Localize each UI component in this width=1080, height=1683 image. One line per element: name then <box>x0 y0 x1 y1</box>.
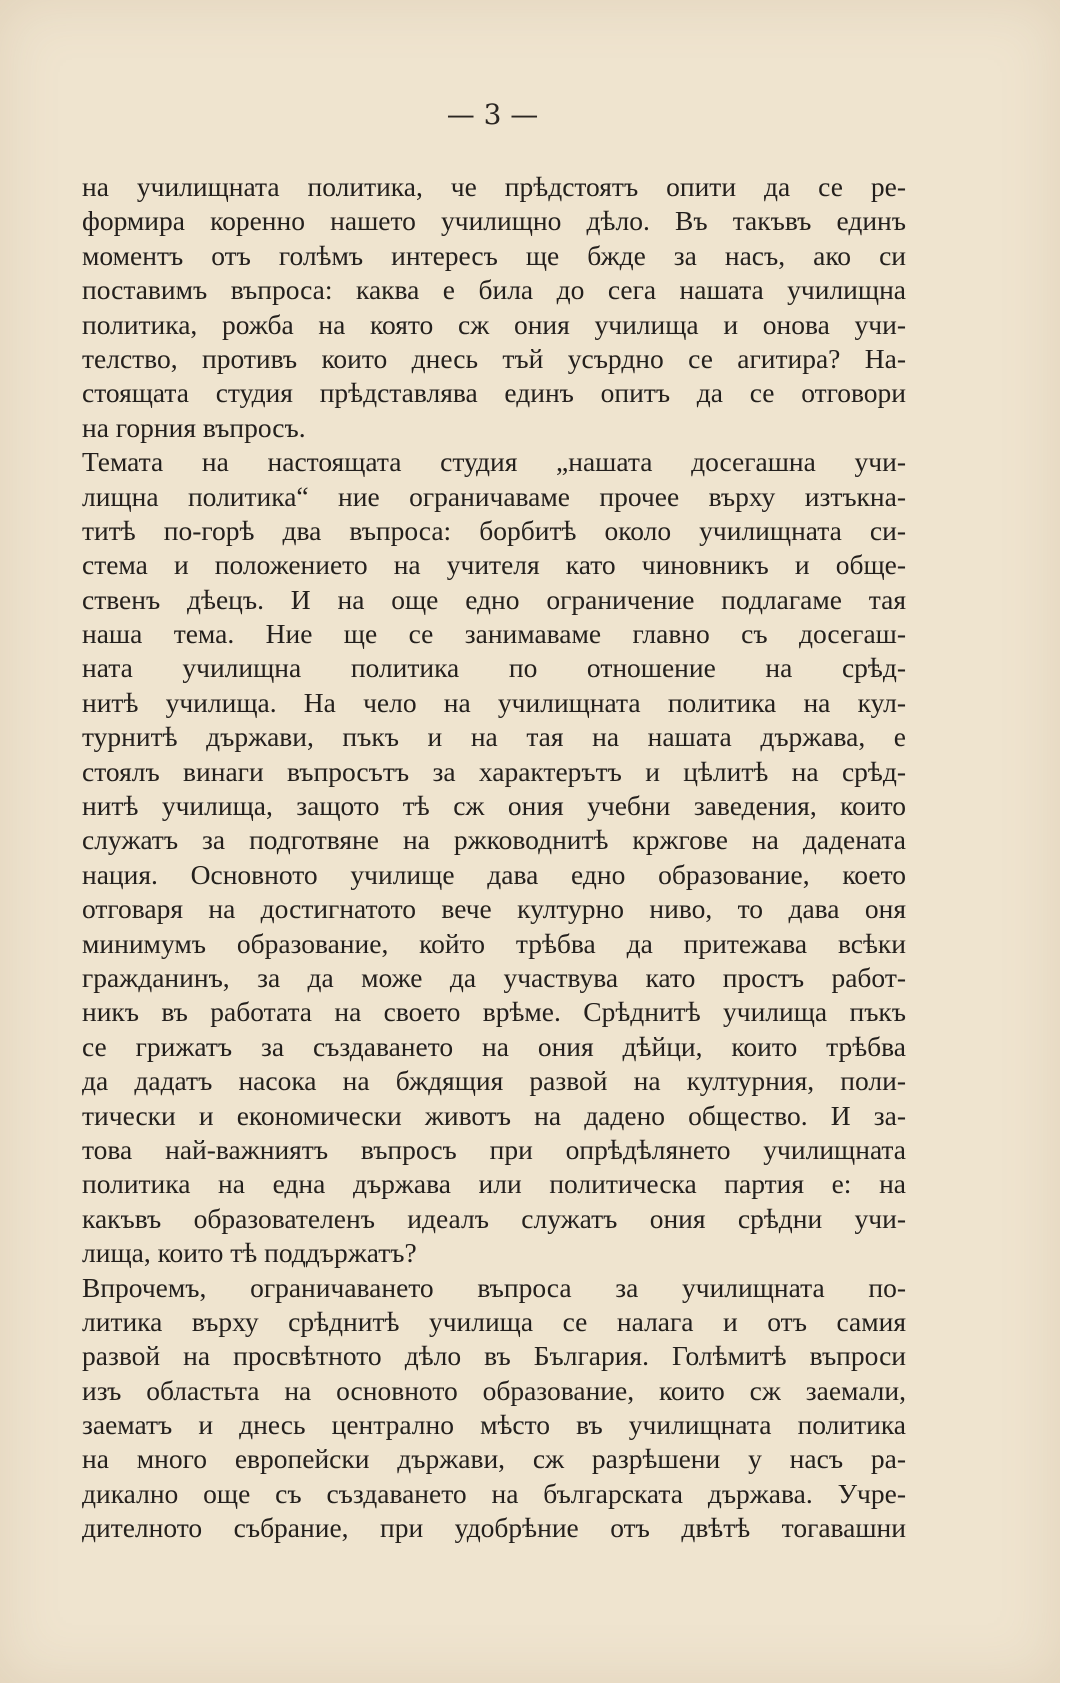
text-line: нитѣ училища, защото тѣ сж ония учебни заведения, които <box>82 790 906 822</box>
text-line: политика на една държава или политическа партия е: на <box>82 1168 906 1200</box>
text-line: ната училищна политика по отношение на срѣд- <box>82 652 906 684</box>
text-line: Впрочемъ, ограничаването въпроса за училищната по- <box>82 1271 906 1303</box>
text-line: лищна политика“ ние ограничаваме прочее върху изтъкна- <box>82 480 906 512</box>
text-line: никъ въ работата на своето врѣме. Срѣднитѣ училища пъкъ <box>82 996 906 1028</box>
text-line: Темата на настоящата студия „нашата досегашна учи- <box>82 446 906 478</box>
text-line: титѣ по-горѣ два въпроса: борбитѣ около училищната си- <box>82 514 906 546</box>
text-line: гражданинъ, за да може да участвува като простъ работ- <box>82 961 906 993</box>
text-line: на много европейски държави, сж разрѣшени у насъ ра- <box>82 1443 906 1475</box>
text-line: тически и економически животъ на дадено общество. И за- <box>82 1099 906 1131</box>
text-line: политика, рожба на която сж ония училища и онова учи- <box>82 308 906 340</box>
text-line: стоящата студия прѣдставлява единъ опитъ да се отговори <box>82 377 906 409</box>
body-text <box>82 170 906 1546</box>
text-line: да дадатъ насока на бждящия развой на културния, поли- <box>82 1065 906 1097</box>
text-line: стема и положението на учителя като чиновникъ и обще- <box>82 549 906 581</box>
text-line: телство, противъ които днесь тъй усърдно се агитира? На- <box>82 342 906 374</box>
text-line: литика върху срѣднитѣ училища се налага и отъ самия <box>82 1305 906 1337</box>
text-line: поставимъ въпроса: каква е била до сега нашата училищна <box>82 274 906 306</box>
text-line: ственъ дѣецъ. И на още едно ограничение подлагаме тая <box>82 583 906 615</box>
text-line: изъ областьта на основното образование, които сж заемали, <box>82 1374 906 1406</box>
text-line: дикално още съ създаването на българската държава. Учре- <box>82 1477 906 1509</box>
text-line: формира коренно нашето училищно дѣло. Въ такъвъ единъ <box>82 205 906 237</box>
text-line: се грижатъ за създаването на ония дѣйци, които трѣбва <box>82 1030 906 1062</box>
text-line: нация. Основното училище дава едно образование, което <box>82 858 906 890</box>
text-line: наша тема. Ние ще се занимаваме главно съ досегаш- <box>82 618 906 650</box>
text-line: развой на просвѣтното дѣло въ България. Голѣмитѣ въпроси <box>82 1340 906 1372</box>
text-line: заематъ и днесь централно мѣсто въ училищната политика <box>82 1409 906 1441</box>
text-line: моментъ отъ голѣмъ интересъ ще бжде за насъ, ако си <box>82 239 906 271</box>
page-number: — 3 — <box>446 98 539 131</box>
text-line: отговаря на достигнатото вече културно ниво, то дава оня <box>82 893 906 925</box>
text-line: турнитѣ държави, пъкъ и на тая на нашата държава, е <box>82 721 906 753</box>
text-line: на училищната политика, че прѣдстоятъ опити да се ре- <box>82 171 906 202</box>
text-line: стоялъ винаги въпросътъ за характерътъ и цѣлитѣ на срѣд- <box>82 755 906 787</box>
text-line: лища, които тѣ поддържатъ? <box>82 1237 417 1269</box>
text-line: това най-важниятъ въпросъ при опрѣдѣлянето училищната <box>82 1133 906 1165</box>
text-line: минимумъ образование, който трѣбва да притежава всѣки <box>82 927 906 959</box>
text-line: нитѣ училища. На чело на училищната политика на кул- <box>82 686 906 718</box>
text-line: служатъ за подготвяне на ржководнитѣ кржгове на дадената <box>82 824 906 856</box>
text-line: дителното събрание, при удобрѣние отъ двѣтѣ тогавашни <box>82 1512 906 1544</box>
text-line: какъвъ образователенъ идеалъ служатъ ония срѣдни учи- <box>82 1202 906 1234</box>
text-line: на горния въпросъ. <box>82 411 306 443</box>
